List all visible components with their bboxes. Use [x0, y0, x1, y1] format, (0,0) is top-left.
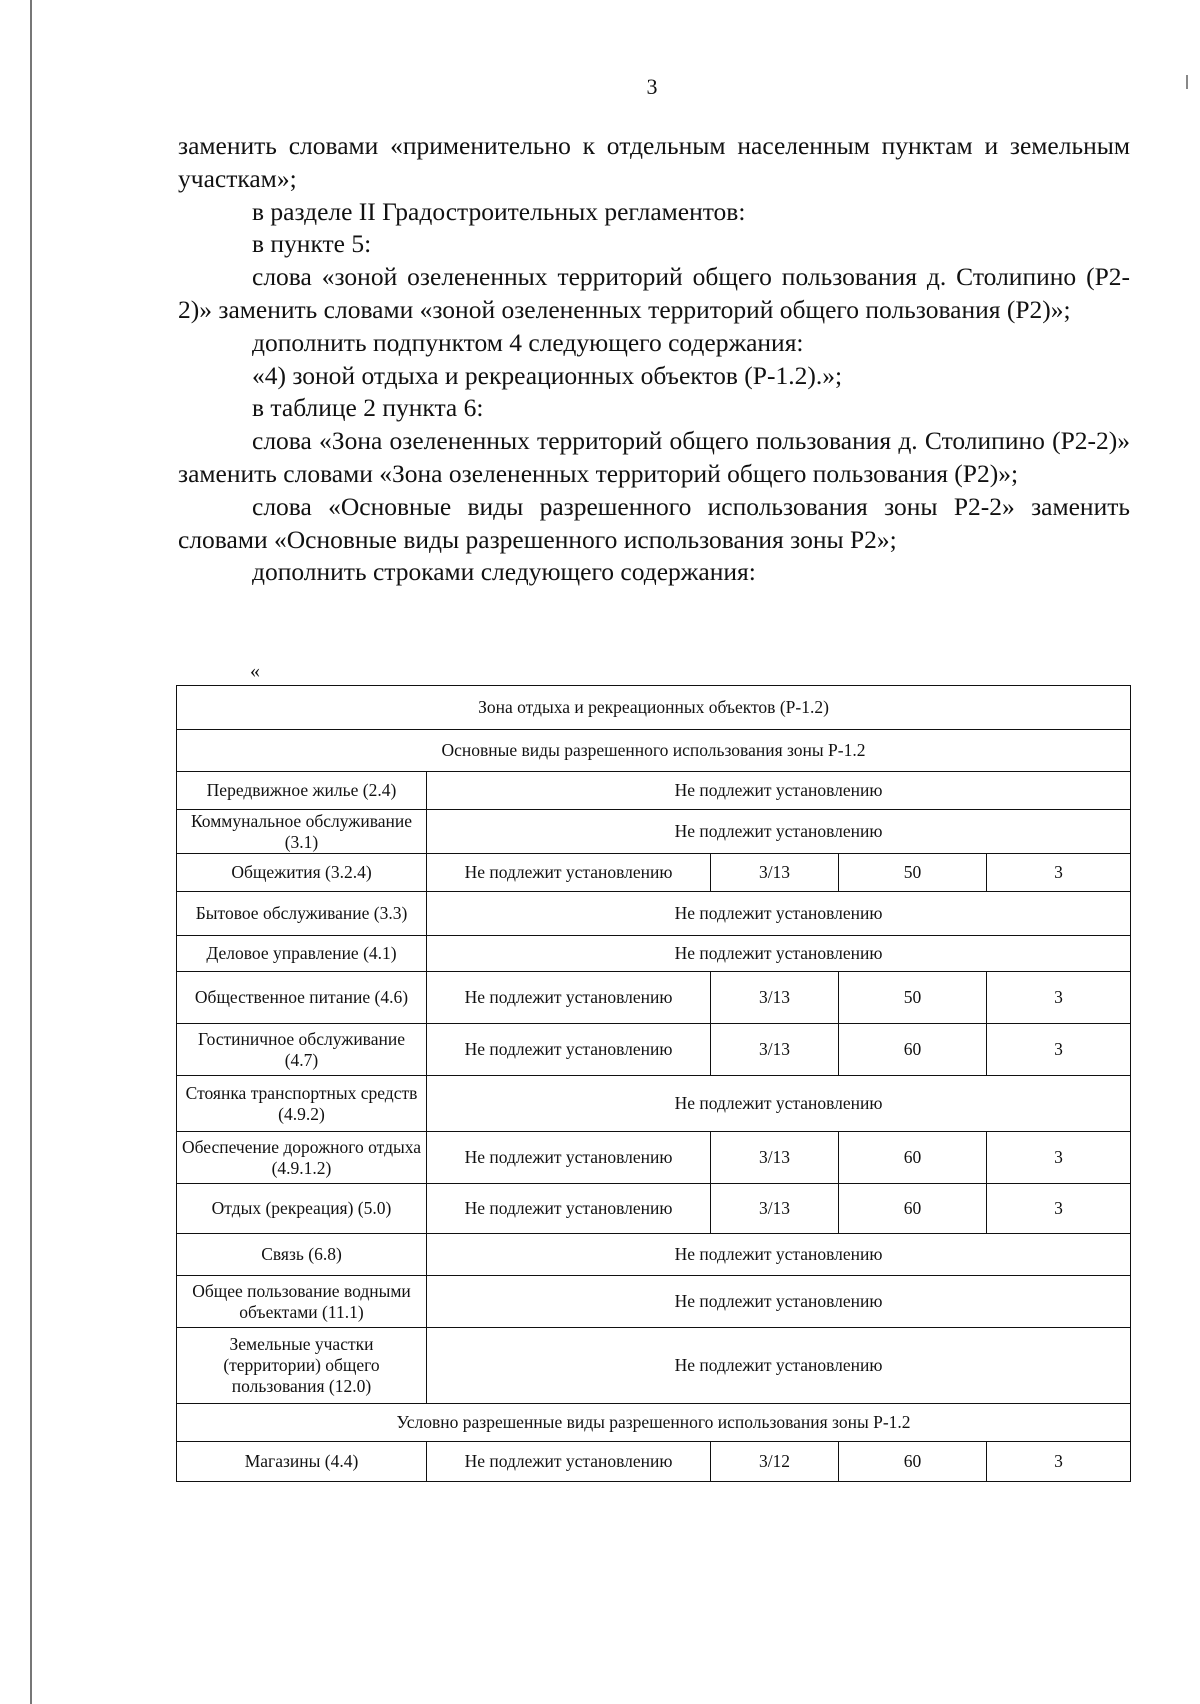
table-row — [177, 1132, 1131, 1184]
paragraph: дополнить подпунктом 4 следующего содержания: — [252, 327, 804, 357]
merged-value-cell: Не подлежит установлению — [427, 1234, 1131, 1276]
table-row — [177, 1024, 1131, 1076]
merged-value-cell: Не подлежит установлению — [427, 936, 1131, 972]
use-type-cell: Обеспечение дорожного отдыха (4.9.1.2) — [177, 1132, 427, 1184]
value-cell: Не подлежит установлению — [427, 972, 711, 1024]
use-type-cell: Общее пользование водными объектами (11.1) — [177, 1276, 427, 1328]
value-cell: 60 — [839, 1442, 987, 1482]
table-row — [177, 854, 1131, 892]
merged-value-cell: Не подлежит установлению — [427, 1328, 1131, 1404]
use-type-cell: Коммунальное обслуживание (3.1) — [177, 810, 427, 854]
value-cell: Не подлежит установлению — [427, 854, 711, 892]
merged-value-cell: Не подлежит установлению — [427, 892, 1131, 936]
table-row — [177, 892, 1131, 936]
paragraph: заменить словами «применительно к отдельным населенным пунктам и земельным участкам»; — [178, 131, 1130, 193]
use-type-cell: Магазины (4.4) — [177, 1442, 427, 1482]
use-type-cell: Стоянка транспортных средств (4.9.2) — [177, 1076, 427, 1132]
use-type-cell: Деловое управление (4.1) — [177, 936, 427, 972]
table-row — [177, 1328, 1131, 1404]
use-type-cell: Общежития (3.2.4) — [177, 854, 427, 892]
value-cell: 3/13 — [711, 972, 839, 1024]
use-type-cell: Земельные участки (территории) общего пользования (12.0) — [177, 1328, 427, 1404]
value-cell: 3 — [987, 1132, 1131, 1184]
document-body — [178, 130, 1130, 589]
value-cell: Не подлежит установлению — [427, 1132, 711, 1184]
table-row — [177, 1442, 1131, 1482]
use-type-cell: Бытовое обслуживание (3.3) — [177, 892, 427, 936]
regulations-table — [176, 685, 1131, 1482]
use-type-cell: Общественное питание (4.6) — [177, 972, 427, 1024]
value-cell: 3 — [987, 972, 1131, 1024]
main-uses-header-cell: Основные виды разрешенного использования зоны Р-1.2 — [177, 730, 1131, 772]
value-cell: 60 — [839, 1184, 987, 1234]
table-row — [177, 1276, 1131, 1328]
table-row — [177, 1234, 1131, 1276]
table-row — [177, 810, 1131, 854]
value-cell: 3/13 — [711, 854, 839, 892]
zone-title-cell: Зона отдыха и рекреационных объектов (Р-1.2) — [177, 686, 1131, 730]
paragraph: в разделе II Градостроительных регламентов: — [252, 196, 746, 226]
table-conditional-header-row — [177, 1404, 1131, 1442]
paragraph: в таблице 2 пункта 6: — [252, 393, 484, 423]
value-cell: 3/13 — [711, 1024, 839, 1076]
paragraph: в пункте 5: — [252, 229, 372, 259]
merged-value-cell: Не подлежит установлению — [427, 772, 1131, 810]
value-cell: Не подлежит установлению — [427, 1442, 711, 1482]
conditional-uses-header-cell: Условно разрешенные виды разрешенного использования зоны Р-1.2 — [177, 1404, 1131, 1442]
value-cell: 3 — [987, 1024, 1131, 1076]
opening-quote: « — [250, 660, 260, 682]
value-cell: 60 — [839, 1132, 987, 1184]
value-cell: 3/13 — [711, 1184, 839, 1234]
value-cell: 3 — [987, 1184, 1131, 1234]
paragraph: «4) зоной отдыха и рекреационных объектов (Р-1.2).»; — [252, 360, 843, 390]
use-type-cell: Связь (6.8) — [177, 1234, 427, 1276]
use-type-cell: Передвижное жилье (2.4) — [177, 772, 427, 810]
scan-edge-line — [30, 0, 32, 1704]
value-cell: 50 — [839, 854, 987, 892]
table-row — [177, 772, 1131, 810]
value-cell: 3 — [987, 854, 1131, 892]
paragraph: слова «зоной озелененных территорий общего пользования д. Столипино (Р2-2)» заменить словами «зоной озелененных территорий общего пользования (Р2)»; — [178, 262, 1130, 324]
use-type-cell: Отдых (рекреация) (5.0) — [177, 1184, 427, 1234]
value-cell: 3/13 — [711, 1132, 839, 1184]
value-cell: 3 — [987, 1442, 1131, 1482]
value-cell: 3/12 — [711, 1442, 839, 1482]
table-row — [177, 936, 1131, 972]
paragraph: дополнить строками следующего содержания: — [252, 557, 756, 587]
value-cell: 50 — [839, 972, 987, 1024]
table-row — [177, 1076, 1131, 1132]
use-type-cell: Гостиничное обслуживание (4.7) — [177, 1024, 427, 1076]
value-cell: Не подлежит установлению — [427, 1184, 711, 1234]
value-cell: 60 — [839, 1024, 987, 1076]
table-zone-title-row — [177, 686, 1131, 730]
merged-value-cell: Не подлежит установлению — [427, 1276, 1131, 1328]
merged-value-cell: Не подлежит установлению — [427, 1076, 1131, 1132]
paragraph: слова «Зона озелененных территорий общего пользования д. Столипино (Р2-2)» заменить словами «Зона озелененных территорий общего пользования (Р2)»; — [178, 426, 1130, 488]
merged-value-cell: Не подлежит установлению — [427, 810, 1131, 854]
page-number: 3 — [646, 74, 658, 99]
paragraph: слова «Основные виды разрешенного использования зоны Р2-2» заменить словами «Основные виды разрешенного использования зоны Р2»; — [178, 491, 1130, 554]
table-row — [177, 972, 1131, 1024]
table-row — [177, 1184, 1131, 1234]
value-cell: Не подлежит установлению — [427, 1024, 711, 1076]
table-main-header-row — [177, 730, 1131, 772]
